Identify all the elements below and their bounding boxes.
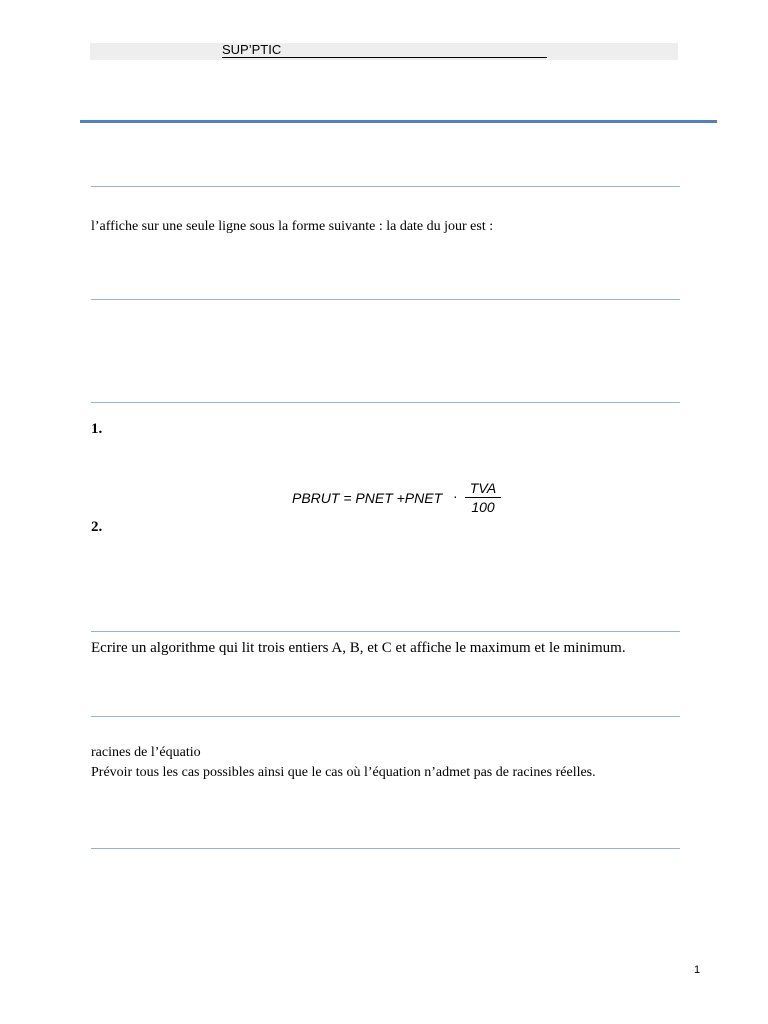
header-rule (80, 120, 717, 123)
formula-pbrut (292, 480, 512, 520)
item-number-1: 1. (91, 421, 103, 437)
section-divider (91, 848, 680, 849)
section-divider (91, 631, 680, 632)
section-divider (91, 299, 680, 300)
item-number-2: 2. (91, 519, 103, 535)
formula-lhs: PBRUT = PNET +PNET (292, 490, 443, 506)
exercise-text-roots: racines de l’équatio (91, 745, 201, 760)
exercise-text-date: l’affiche sur une seule ligne sous la forme suivante : la date du jour est : (91, 219, 494, 234)
exercise-text-cases: Prévoir tous les cas possibles ainsi que le cas où l’équation n’admet pas de racines réelles. (91, 765, 596, 780)
formula-fraction (465, 480, 501, 515)
page-number: 1 (694, 964, 701, 976)
formula-numerator: TVA (469, 480, 497, 496)
header-title: SUP’PTIC (222, 43, 547, 58)
formula-dot: · (453, 488, 458, 504)
section-divider (91, 716, 680, 717)
exercise-text-max-min: Ecrire un algorithme qui lit trois entiers A, B, et C et affiche le maximum et le minimum. (91, 640, 626, 656)
fraction-bar (465, 497, 501, 498)
section-divider (91, 186, 680, 187)
formula-denominator: 100 (471, 499, 495, 515)
section-divider (91, 402, 680, 403)
